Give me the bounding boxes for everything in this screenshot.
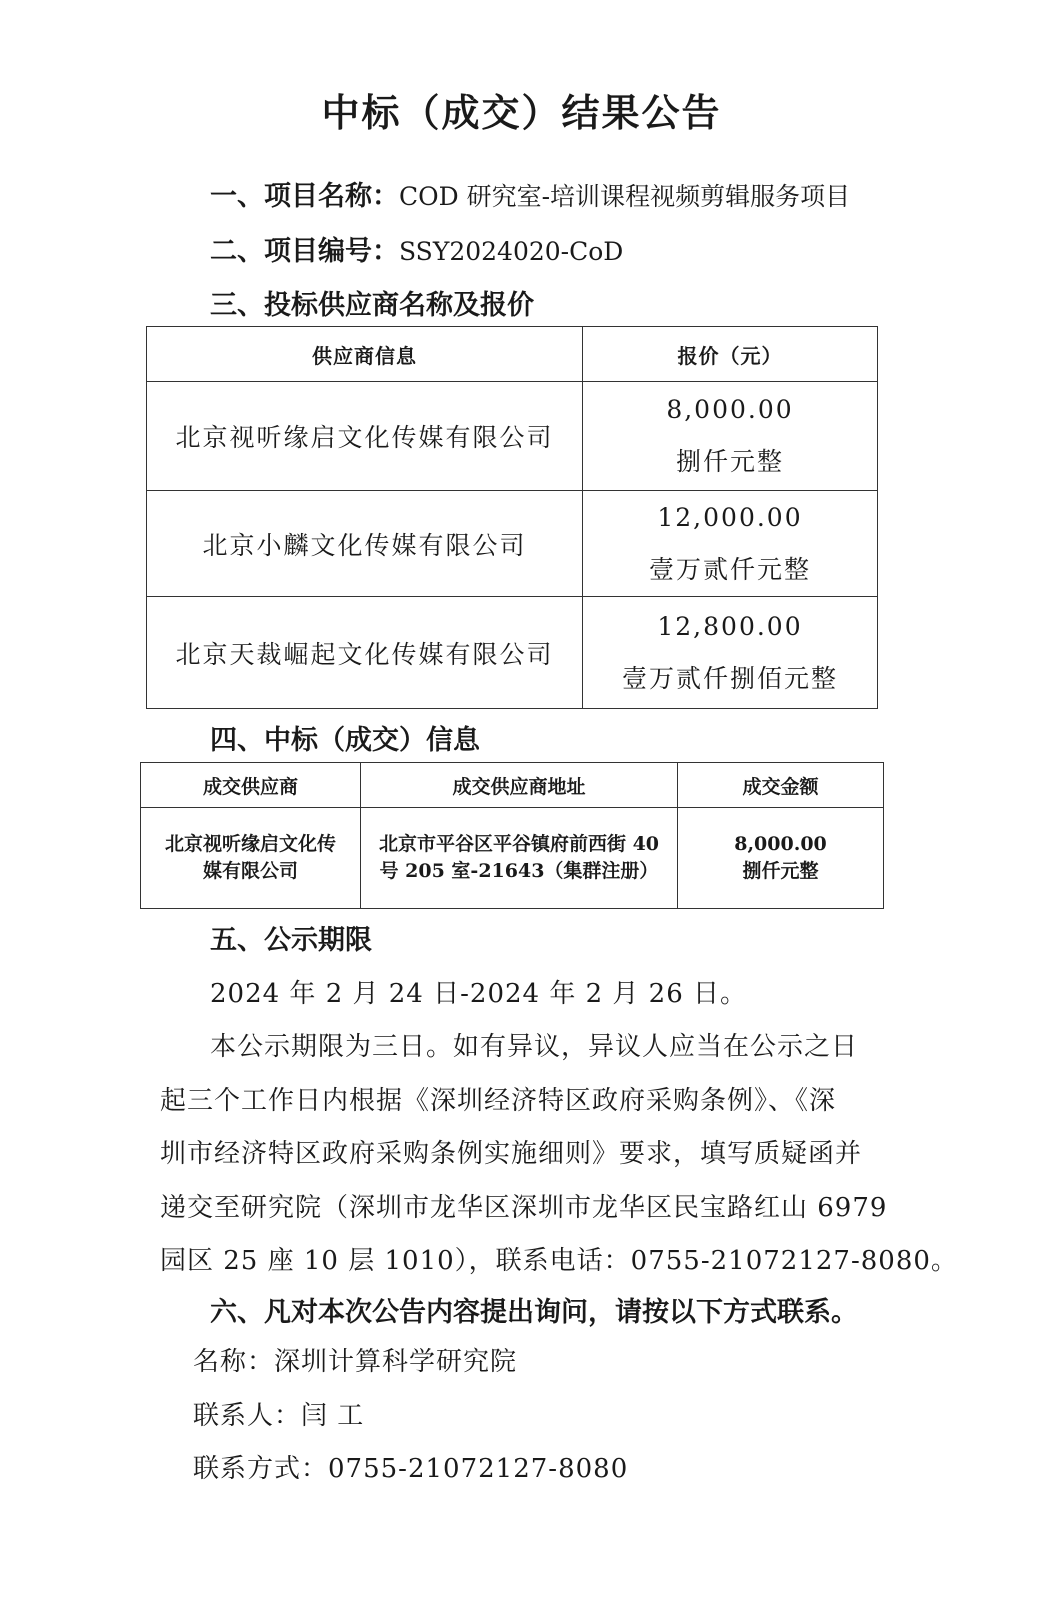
supplier-name: 北京小麟文化传媒有限公司: [147, 491, 583, 597]
amount-number: 8,000.00: [666, 395, 794, 424]
section-award-heading: 四、中标（成交）信息: [210, 725, 480, 756]
project-number: SSY2024020-CoD: [399, 237, 624, 266]
section-project-number: [210, 229, 623, 268]
table-row: [147, 491, 878, 597]
award-address-line: 北京市平谷区平谷镇府前西街 40: [378, 833, 660, 855]
table-row: [141, 808, 884, 909]
section-bids-heading: 三、投标供应商名称及报价: [210, 290, 534, 321]
section-period-heading: 五、公示期限: [210, 925, 372, 956]
header-award-amount: 成交金额: [678, 763, 884, 808]
award-address-line: 号 205 室-21643（集群注册）: [379, 860, 659, 882]
page-title: 中标（成交）结果公告: [321, 91, 722, 135]
award-supplier-line: 媒有限公司: [202, 860, 298, 882]
amount-words: 壹万贰仟元整: [648, 554, 811, 584]
table-header-row: [141, 763, 884, 808]
contact-person: 联系人：闫 工: [193, 1401, 365, 1431]
contact-org-name: 名称：深圳计算科学研究院: [193, 1347, 518, 1377]
bid-amount: [583, 382, 878, 491]
table-header-row: [147, 327, 878, 382]
section-label: 二、项目编号：: [210, 236, 399, 267]
paragraph-line: 递交至研究院（深圳市龙华区深圳市龙华区民宝路红山 6979: [160, 1193, 888, 1223]
paragraph-line: 圳市经济特区政府采购条例实施细则》要求，填写质疑函并: [160, 1139, 863, 1169]
supplier-name: 北京天裁崛起文化传媒有限公司: [147, 597, 583, 709]
award-table: [140, 762, 884, 909]
section-contact-heading: 六、凡对本次公告内容提出询问，请按以下方式联系。: [210, 1297, 858, 1328]
project-name: COD 研究室-培训课程视频剪辑服务项目: [399, 182, 851, 211]
table-row: [147, 597, 878, 709]
paragraph-line: 起三个工作日内根据《深圳经济特区政府采购条例》、《深: [160, 1086, 837, 1116]
section-label: 一、项目名称：: [210, 181, 399, 212]
bids-table: [146, 326, 878, 709]
award-amount-number: 8,000.00: [734, 833, 827, 855]
amount-number: 12,000.00: [657, 502, 803, 532]
paragraph-line: 本公示期限为三日。如有异议，异议人应当在公示之日: [210, 1032, 859, 1062]
header-price: 报价（元）: [583, 327, 878, 382]
paragraph-line: 园区 25 座 10 层 1010），联系电话：0755-21072127-8080。: [160, 1246, 958, 1276]
bid-amount: [583, 597, 878, 709]
award-amount: [678, 808, 884, 909]
amount-words: 壹万贰仟捌佰元整: [621, 663, 838, 693]
supplier-name: 北京视听缘启文化传媒有限公司: [147, 382, 583, 491]
section-project-name: [210, 174, 850, 213]
header-award-supplier: 成交供应商: [141, 763, 361, 808]
header-supplier: 供应商信息: [147, 327, 583, 382]
award-supplier-line: 北京视听缘启文化传: [164, 833, 336, 855]
table-row: [147, 382, 878, 491]
header-award-address: 成交供应商地址: [361, 763, 678, 808]
bid-amount: [583, 491, 878, 597]
amount-number: 12,800.00: [657, 611, 803, 641]
award-address: [361, 808, 678, 909]
award-amount-words: 捌仟元整: [742, 860, 819, 882]
award-supplier: [141, 808, 361, 909]
amount-words: 捌仟元整: [675, 447, 784, 476]
period-dates: 2024 年 2 月 24 日-2024 年 2 月 26 日。: [210, 979, 748, 1009]
contact-phone: 联系方式：0755-21072127-8080: [193, 1454, 629, 1484]
